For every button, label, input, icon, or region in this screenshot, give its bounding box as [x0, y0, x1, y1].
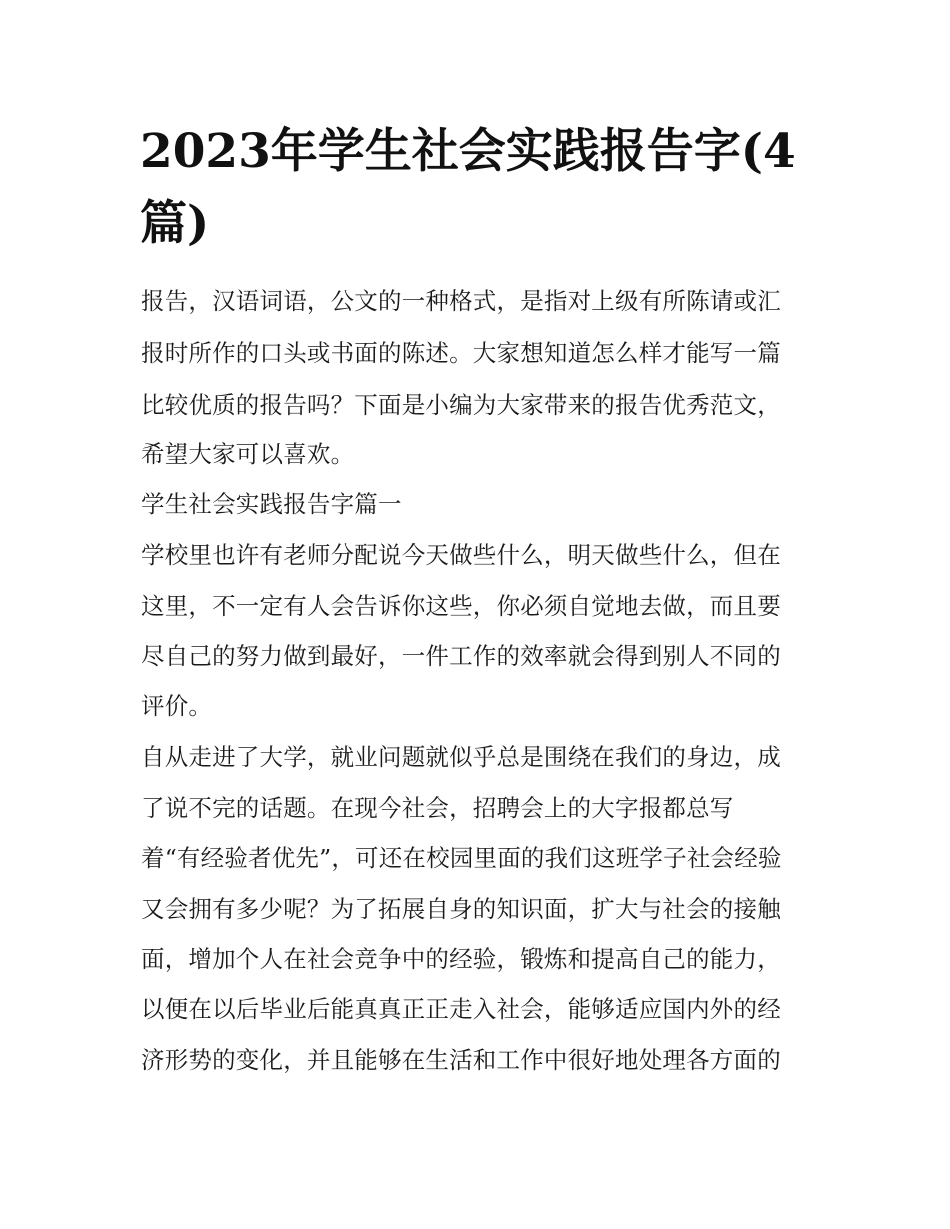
- paragraph2-line-2: 了说不完的话题。在现今社会，招聘会上的大字报都总写: [141, 794, 734, 822]
- title-line-1: 2023年学生社会实践报告字(4: [140, 124, 796, 179]
- paragraph2-line-6: 以便在以后毕业后能真真正正走入社会，能够适应国内外的经: [141, 995, 781, 1023]
- paragraph2-line-7: 济形势的变化，并且能够在生活和工作中很好地处理各方面的: [141, 1046, 781, 1074]
- section-heading: 学生社会实践报告字篇一: [141, 490, 402, 518]
- intro-line-2: 报时所作的口头或书面的陈述。大家想知道怎么样才能写一篇: [141, 339, 781, 367]
- paragraph2-line-3: 着“有经验者优先”，可还在校园里面的我们这班学子社会经验: [141, 844, 782, 872]
- paragraph1-line-2: 这里，不一定有人会告诉你这些，你必须自觉地去做，而且要: [141, 592, 781, 620]
- paragraph2-line-5: 面，增加个人在社会竞争中的经验，锻炼和提高自己的能力，: [141, 945, 781, 973]
- title-line-2: 篇): [140, 196, 210, 251]
- document-title: [140, 116, 830, 260]
- paragraph1-line-3: 尽自己的努力做到最好，一件工作的效率就会得到别人不同的: [141, 642, 781, 670]
- paragraph2-line-4: 又会拥有多少呢？为了拓展自身的知识面，扩大与社会的接触: [141, 895, 781, 923]
- paragraph1-line-1: 学校里也许有老师分配说今天做些什么，明天做些什么，但在: [141, 541, 781, 569]
- intro-line-1: 报告，汉语词语，公文的一种格式，是指对上级有所陈请或汇: [141, 287, 781, 315]
- intro-line-3: 比较优质的报告吗？下面是小编为大家带来的报告优秀范文，: [141, 391, 781, 419]
- paragraph2-line-1: 自从走进了大学，就业问题就似乎总是围绕在我们的身边，成: [141, 743, 781, 771]
- intro-line-4: 希望大家可以喜欢。: [141, 440, 355, 468]
- paragraph1-line-4: 评价。: [141, 692, 213, 720]
